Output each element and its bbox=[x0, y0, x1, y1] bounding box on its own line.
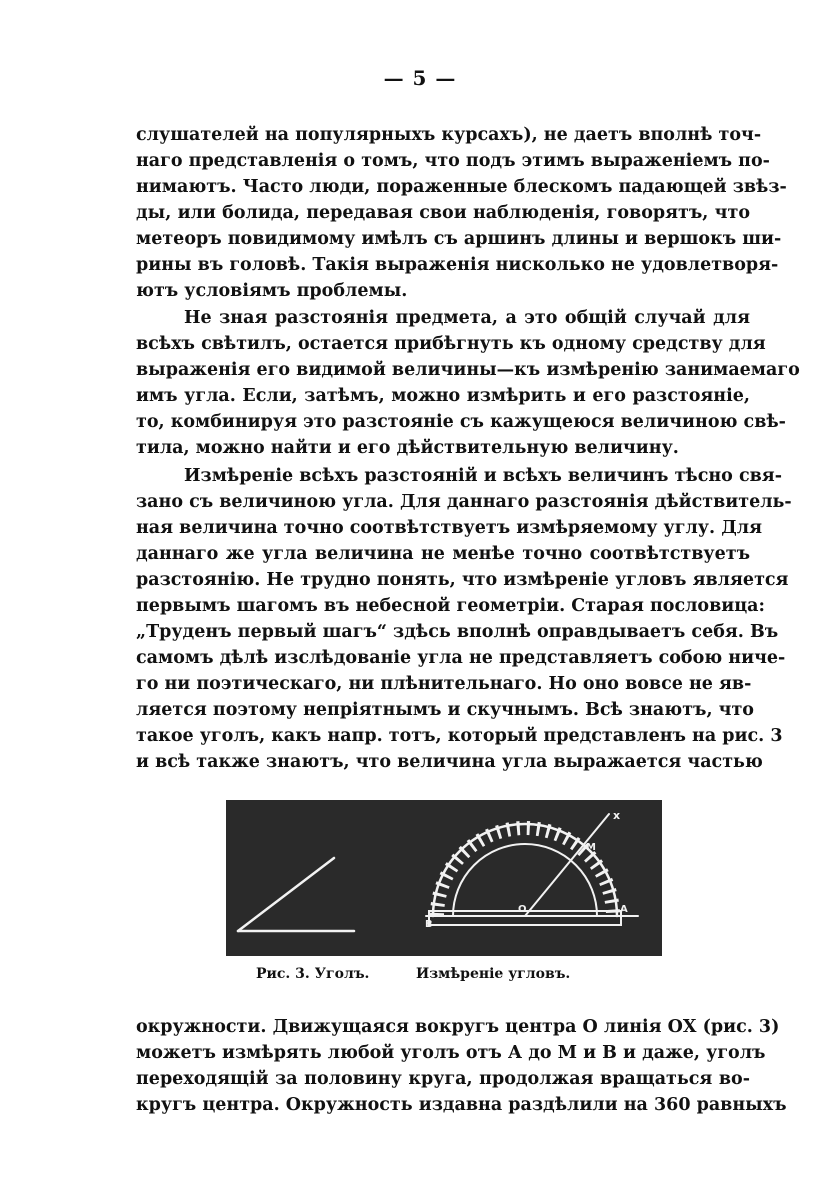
text-line: всѣхъ свѣтилъ, остается прибѣгнуть къ одному средству для bbox=[136, 334, 766, 354]
text-line: Измѣреніе всѣхъ разстояній и всѣхъ величинъ тѣсно свя- bbox=[184, 466, 782, 486]
text-line: имъ угла. Если, затѣмъ, можно измѣрить и его разстояніе, bbox=[136, 386, 750, 406]
label-o: O bbox=[518, 904, 527, 915]
text-line: нимаютъ. Часто люди, пораженные блескомъ падающей звѣз- bbox=[136, 177, 787, 197]
figure-angle-measurement bbox=[226, 800, 662, 956]
text-line: и всѣ также знаютъ, что величина угла выражается частью bbox=[136, 752, 763, 772]
text-line: ляется поэтому непріятнымъ и скучнымъ. Всѣ знаютъ, что bbox=[136, 700, 754, 720]
text-line: метеоръ повидимому имѣлъ съ аршинъ длины и вершокъ ши- bbox=[136, 229, 782, 249]
text-line: ютъ условіямъ проблемы. bbox=[136, 281, 408, 301]
angle-ray-line bbox=[238, 858, 334, 931]
text-line: такое уголъ, какъ напр. тотъ, который представленъ на рис. 3 bbox=[136, 726, 783, 746]
text-line: Не зная разстоянія предмета, а это общій случай для bbox=[184, 308, 750, 328]
text-line: кругъ центра. Окружность издавна раздѣлили на 360 равныхъ bbox=[136, 1095, 787, 1115]
label-a: A bbox=[620, 904, 628, 915]
page-number: — 5 — bbox=[383, 66, 457, 90]
text-line: первымъ шагомъ въ небесной геометріи. Старая пословица: bbox=[136, 596, 765, 616]
text-line: зано съ величиною угла. Для даннаго разстоянія дѣйствитель- bbox=[136, 492, 792, 512]
text-line: даннаго же угла величина не менѣе точно соотвѣтствуетъ bbox=[136, 544, 750, 564]
label-m: M bbox=[586, 842, 596, 853]
text-line: ды, или болида, передавая свои наблюденія, говорятъ, что bbox=[136, 203, 750, 223]
label-b: B bbox=[425, 919, 433, 930]
text-line: го ни поэтическаго, ни плѣнительнаго. Но оно вовсе не яв- bbox=[136, 674, 752, 694]
text-line: рины въ головѣ. Такія выраженія нисколько не удовлетворя- bbox=[136, 255, 779, 275]
text-line: переходящій за половину круга, продолжая вращаться во- bbox=[136, 1069, 750, 1089]
figure-caption-left: Рис. 3. Уголъ. bbox=[256, 966, 370, 982]
text-line: наго представленія о томъ, что подъ этимъ выраженіемъ по- bbox=[136, 151, 770, 171]
figure-drawing bbox=[226, 800, 662, 956]
text-line: слушателей на популярныхъ курсахъ), не даетъ вполнѣ точ- bbox=[136, 125, 762, 145]
text-line: тила, можно найти и его дѣйствительную величину. bbox=[136, 438, 679, 458]
label-x: x bbox=[613, 809, 621, 822]
text-line: выраженія его видимой величины—къ измѣренію занимаемаго bbox=[136, 360, 800, 380]
text-line: „Труденъ первый шагъ“ здѣсь вполнѣ оправдываетъ себя. Въ bbox=[136, 622, 779, 642]
text-line: можетъ измѣрять любой уголъ отъ А до М и В и даже, уголъ bbox=[136, 1043, 766, 1063]
text-line: то, комбинируя это разстояніе съ кажущеюся величиною свѣ- bbox=[136, 412, 786, 432]
text-line: самомъ дѣлѣ изслѣдованіе угла не представляетъ собою ниче- bbox=[136, 648, 786, 668]
text-line: ная величина точно соотвѣтствуетъ измѣряемому углу. Для bbox=[136, 518, 763, 538]
text-line: разстоянію. Не трудно понять, что измѣреніе угловъ является bbox=[136, 570, 789, 590]
figure-caption-right: Измѣреніе угловъ. bbox=[416, 966, 571, 982]
text-line: окружности. Движущаяся вокругъ центра О линія ОХ (рис. 3) bbox=[136, 1017, 780, 1037]
